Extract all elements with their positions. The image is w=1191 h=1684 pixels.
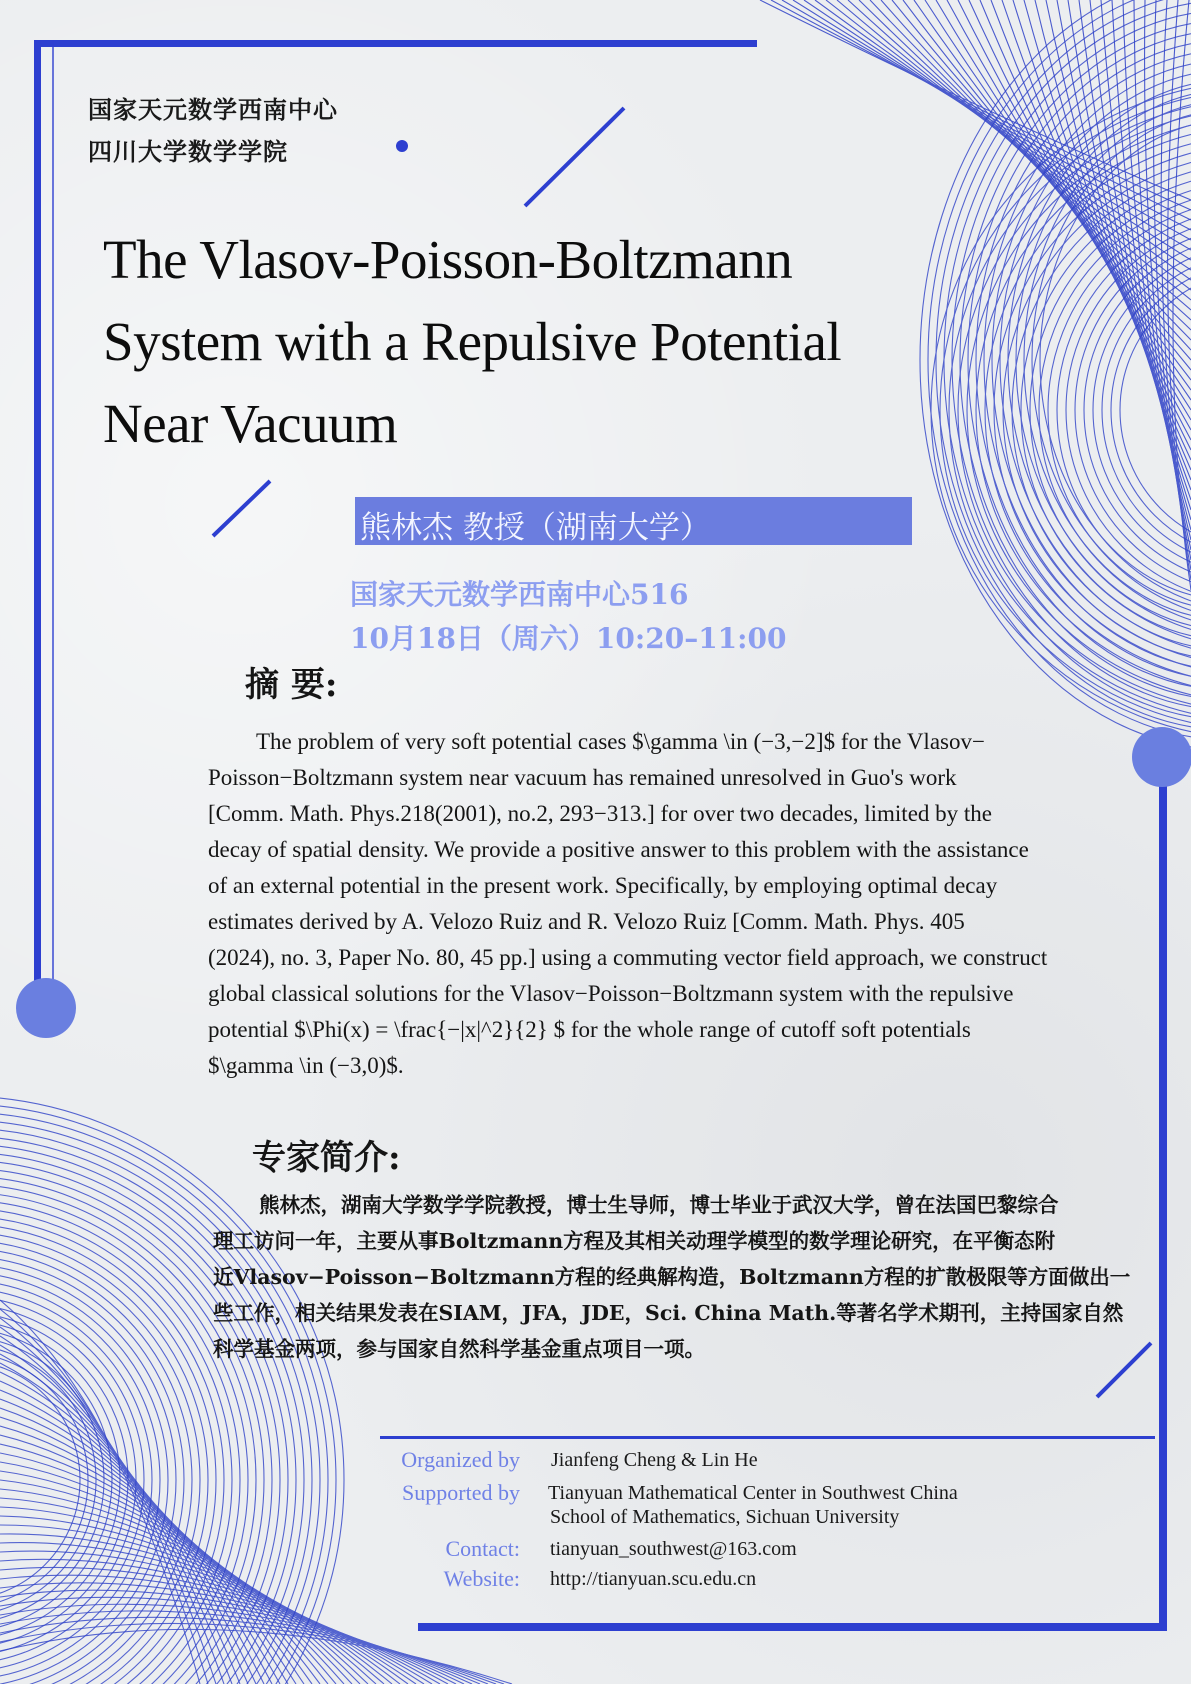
- supported-value-2: School of Mathematics, Sichuan University: [550, 1506, 900, 1528]
- bio-heading: 专家简介:: [252, 1138, 401, 1178]
- supported-label: Supported by: [402, 1480, 520, 1505]
- abstract-line: $\gamma \in (−3,0)$.: [208, 1053, 404, 1078]
- pattern-stroke: [1057, 207, 1191, 613]
- title-line-3: Near Vacuum: [103, 393, 398, 454]
- pattern-stroke: [0, 1390, 280, 1684]
- abstract-line: decay of spatial density. We provide a positive answer to this problem with the assistance: [208, 837, 1029, 862]
- pattern-stroke: [859, 0, 1191, 290]
- pattern-stroke: [0, 1471, 352, 1684]
- pattern-stroke: [1123, 0, 1191, 530]
- bio-line: 些工作，相关结果发表在SIAM，JFA，JDE，Sci. China Math.等著名学术期刊，主持国家自然: [213, 1301, 1124, 1325]
- bio-line: 熊林杰，湖南大学数学学院教授，博士生导师，博士毕业于武汉大学，曾在法国巴黎综合: [259, 1193, 1059, 1217]
- title-line-1: The Vlasov-Poisson-Boltzmann: [103, 229, 793, 290]
- pattern-stroke: [980, 0, 1191, 400]
- left-disc: [16, 978, 76, 1038]
- abstract-line: estimates derived by A. Velozo Ruiz and R. Velozo Ruiz [Comm. Math. Phys. 405: [208, 909, 965, 934]
- abstract-text: [208, 724, 1153, 1084]
- website-link[interactable]: http://tianyuan.scu.edu.cn: [550, 1568, 757, 1590]
- pattern-stroke: [1102, 252, 1191, 568]
- contact-label: Contact:: [445, 1536, 520, 1561]
- frame-right-line: [1159, 770, 1167, 1630]
- bio-line: 科学基金两项，参与国家自然科学基金重点项目一项。: [213, 1337, 705, 1361]
- frame-top-line: [34, 40, 757, 47]
- supported-value-1: Tianyuan Mathematical Center in Southwest China: [548, 1482, 958, 1504]
- frame-bottom-line: [418, 1623, 1167, 1631]
- frame-inner-left-line: [52, 40, 54, 1008]
- bio-line: 理工访问一年，主要从事Boltzmann方程及其相关动理学模型的数学理论研究，在平衡态附: [213, 1229, 1056, 1253]
- organized-value: Jianfeng Cheng & Lin He: [551, 1449, 758, 1471]
- footer-divider: [380, 1436, 1155, 1439]
- slash-top: [525, 108, 624, 206]
- contact-email-link[interactable]: tianyuan_southwest@163.com: [550, 1538, 797, 1560]
- small-dot: [396, 140, 408, 152]
- right-ring-pattern: [920, 0, 1191, 750]
- abstract-heading: 摘 要:: [245, 665, 338, 705]
- abstract-line: Poisson−Boltzmann system near vacuum has remained unresolved in Guo's work: [208, 765, 957, 790]
- abstract-line: The problem of very soft potential cases $\gamma \in (−3,−2]$ for the Vlasov−: [256, 729, 985, 754]
- slash-middle: [213, 481, 270, 536]
- abstract-line: potential $\Phi(x) = \frac{−|x|^2}{2} $ for the whole range of cutoff soft potentials: [208, 1017, 971, 1042]
- venue-time: 10月18日（周六）10:20–11:00: [350, 622, 787, 655]
- abstract-line: [Comm. Math. Phys.218(2001), no.2, 293−313.] for over two decades, limited by the: [208, 801, 992, 826]
- website-label: Website:: [443, 1566, 520, 1591]
- header-org-1: 国家天元数学西南中心: [88, 95, 338, 124]
- venue-place: 国家天元数学西南中心516: [350, 578, 689, 611]
- pattern-stroke: [0, 1629, 512, 1684]
- frame-left-line: [34, 40, 41, 1008]
- pattern-stroke: [0, 1363, 256, 1684]
- header-org-2: 四川大学数学学院: [88, 137, 288, 166]
- organized-label: Organized by: [401, 1447, 520, 1472]
- pattern-stroke: [931, 81, 1191, 739]
- title-line-2: System with a Repulsive Potential: [103, 311, 842, 372]
- bio-text: [213, 1187, 1148, 1367]
- abstract-line: of an external potential in the present work. Specifically, by employing optimal decay: [208, 873, 998, 898]
- speaker-name: 熊林杰 教授（湖南大学）: [360, 510, 711, 546]
- abstract-line: global classical solutions for the Vlasov−Poisson−Boltzmann system with the repulsive: [208, 981, 1014, 1006]
- pattern-stroke: [0, 1320, 120, 1640]
- abstract-line: (2024), no. 3, Paper No. 80, 45 pp.] using a commuting vector field approach, we construct: [208, 945, 1048, 970]
- bio-line: 近Vlasov−Poisson−Boltzmann方程的经典解构造，Boltzmann方程的扩散极限等方面做出一: [213, 1265, 1131, 1289]
- pattern-stroke: [1093, 243, 1191, 577]
- pattern-stroke: [0, 1360, 80, 1600]
